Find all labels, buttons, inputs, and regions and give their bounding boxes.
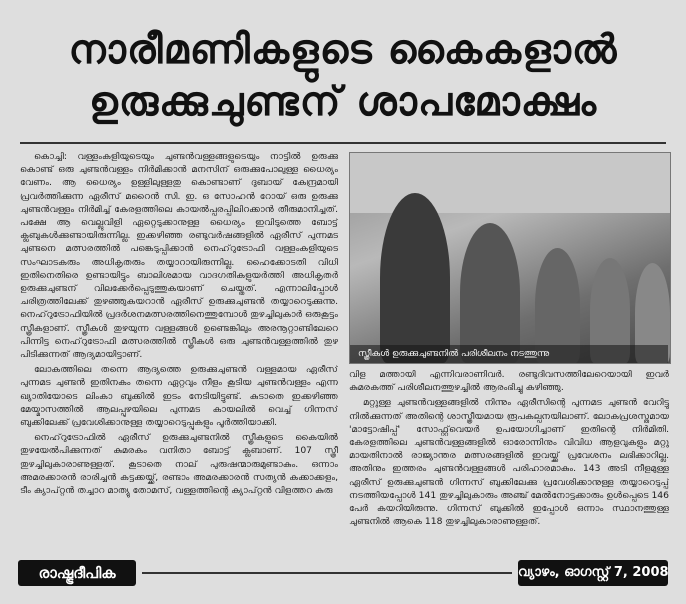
headline-line-1: നാരീമണികളുടെ കൈകളാൽ — [68, 27, 618, 73]
photo-caption: സ്ത്രീകൾ ഉരുക്കുചുണ്ടനിൽ പരിശീലനം നടത്തുന്നു — [350, 345, 668, 363]
article-paragraph: കൊച്ചി: വള്ളംകളിയുടെയും ചുണ്ടൻവള്ളങ്ങളുടെയും നാട്ടിൽ ഉരുക്കു കൊണ്ട് ഒരു ചുണ്ടൻവള്ളം നിർമിക്കാൻ മനസിന് ഒരുക്കുപോലുള്ള ധൈര്യം വേണം. ആ ധൈര്യം ഉള്ളിലുള്ളതു കൊണ്ടാണ് ദുബായ് കേന്ദ്രമായി പ്രവർത്തിക്കുന്ന ഏരീസ് മറൈൻ സി. ഇ. ഒ സോഹൻ റോയ് ഒരു ഉരുക്കു ചുണ്ടൻവള്ളം നിർമിച്ച് കേരളത്തിലെ കായൽപ്പരപ്പിലിറക്കാൻ തീരുമാനിച്ചത്. പക്ഷേ ആ വെല്ലുവിളി ഏറ്റെടുക്കാനുള്ള ധൈര്യം ഇവിടുത്തെ ബോട്ട് ക്ലബുകൾക്കുണ്ടായിരുന്നില്ല. ഇക്കഴിഞ്ഞ രണ്ടുവർഷങ്ങളിൽ ഏരീസ് പുന്നമട ചുണ്ടനെ മത്സരത്തിൽ പങ്കെടുപ്പിക്കാൻ നെഹ്‌റുട്രോഫി വള്ളംകളിയുടെ സംഘാടകരും അധികൃതരും തയ്യാറായിരുന്നില്ല. ഹൈക്കോടതി വിധി ഇതിനെതിരെ ഉണ്ടായിട്ടും ബാലിശമായ വാദഗതികളുയർത്തി അധികൃതർ ഉരുക്കുചുണ്ടന് വിലക്കേർപ്പെടുത്തുകയാണ് ചെയ്തത്. എന്നാലിപ്പോൾ ചരിത്രത്തിലേക്ക് തുഴഞ്ഞുകയറാൻ ഏരീസ് ഉരുക്കുചുണ്ടൻ തയ്യാറെടുക്കുന്നു. നെഹ്‌റുട്രോഫിയിൽ പ്രദർശനമത്സരത്തിനെത്തുമ്പോൾ തുഴച്ചിലുകാർ ഒരുകൂട്ടം സ്ത്രീകളാണ്. സ്ത്രീകൾ തുഴയുന്ന വള്ളങ്ങൾ ഉണ്ടെങ്കിലും അരനൂറ്റാണ്ടിലേറെ പിന്നിട്ട നെഹ്‌റുട്രോഫി മത്സരത്തിൽ സ്ത്രീകൾ ഒരു ചുണ്ടൻവള്ളത്തിൽ തുഴ പിടിക്കുന്നത് ആദ്യമായിട്ടാണ്. — [20, 151, 338, 361]
newspaper-masthead: രാഷ്ട്രദീപിക — [18, 560, 136, 586]
photo-figure — [460, 223, 520, 363]
article-paragraph: നെഹ്‌റുട്രോഫിൽ ഏരീസ് ഉരുക്കുചുണ്ടനിൽ സ്ത്രീകളുടെ കൈയിൽ തുഴയേൽപിക്കുന്നത് കുമരകം വനിതാ ബോട്ട് ക്ലബാണ്. 107 സ്ത്രീ തുഴച്ചിലുകാരാണുള്ളത്. കൂടാതെ നാല് പുരുഷന്മാരുമുണ്ടാകും. ഒന്നാം അമരക്കാരൻ രാരിച്ചൻ കട്ടക്കയ്ക്ക്, രണ്ടാം അമരക്കാരൻ സത്യൻ കക്കാക്കളം, ടീം ക്യാപ്റ്റൻ തച്ചാറ മാത്യു തോമസ്, വള്ളത്തിന്റെ ക്യാപ്റ്റൻ വിളത്തറ കുരു — [20, 432, 338, 497]
article-column-left — [20, 150, 338, 548]
publication-date: വ്യാഴം, ഓഗസ്റ്റ് 7, 2008 — [518, 560, 668, 586]
headline — [18, 24, 668, 128]
footer-rule — [142, 572, 512, 574]
article-paragraph: ലോകത്തിലെ തന്നെ ആദ്യത്തെ ഉരുക്കുചുണ്ടൻ വള്ളമായ ഏരീസ് പുന്നമട ചുണ്ടൻ ഇതിനകം തന്നെ ഏറ്റവും നീളം കൂടിയ ചുണ്ടൻവള്ളം എന്ന ഖ്യാതിയോടെ ലിംകാ ബുക്കിൽ ഇടം നേടിയിട്ടുണ്ട്. കുടാതെ ഇക്കഴിഞ്ഞ മേയ്മാസത്തിൽ ആലപ്പുഴയിലെ പുന്നമട കായലിൽ വെച്ച് ഗിന്നസ് ബുക്കിലേക്ക് പ്രവേശിക്കാനുള്ള തയ്യാറെടുപ്പുകളും പൂർത്തിയാക്കി. — [20, 364, 338, 429]
headline-line-2: ഉരുക്കുചുണ്ടന് ശാപമോക്ഷം — [89, 79, 597, 125]
article-paragraph: മറ്റുള്ള ചുണ്ടൻവള്ളങ്ങളിൽ നിന്നും ഏരീസിന്റെ പുന്നമട ചുണ്ടൻ വേറിട്ടു നിൽക്കുന്നത് അതിന്റെ ശാസ്ത്രീയമായ രൂപകല്പനയിലാണ്. ലോകപ്രശസ്തമായ 'മാട്ടോഷിപ്പ്' സോഫ്റ്റ്‌വെയർ ഉപയോഗിച്ചാണ് ഇതിന്റെ നിർമിതി. കേരളത്തിലെ ചുണ്ടൻവള്ളങ്ങളിൽ ഓരോന്നിനും വിവിധ ആളവുകളും മറ്റു മായതിനാൽ രാജ്യാന്തര മത്സരങ്ങളിൽ ഇവയ്ക്ക് പ്രവേശനം ലഭിക്കാറില്ല. അതിനും ഇത്തരം ചുണ്ടൻവള്ളങ്ങൾ പരിഹാരമാകും. 143 അടി നീളമുള്ള ഏരീസ് ഉരുക്കുചുണ്ടൻ ഗിന്നസ് ബുക്കിലേക്കു പ്രവേശിക്കാനുള്ള തയ്യാറെടുപ്പ് നടത്തിയപ്പോൾ 141 തുഴച്ചിലുകാരും അഞ്ച് മേൽനോട്ടക്കാരും ഉൾപ്പെടെ 146 പേർ കയറിയിരുന്നു. ഗിന്നസ് ബുക്കിൽ ഇപ്പോൾ ഒന്നാം സ്ഥാനത്തുള്ള ചുണ്ടനിൽ ആകെ 118 തുഴച്ചിലുകാരാണുള്ളത്. — [349, 397, 669, 528]
article-paragraph: വിള മത്തായി എന്നിവരാണിവർ. രണ്ടുദിവസത്തിലേറെയായി ഇവർ കുമരകത്ത് പരിശീലനത്തുഴച്ചിൽ ആരംഭിച്ചു കഴിഞ്ഞു. — [349, 369, 669, 394]
photo-figure — [380, 193, 450, 363]
article-column-right — [349, 368, 669, 548]
footer — [18, 560, 668, 586]
headline-rule — [20, 142, 666, 144]
article-photo — [349, 152, 671, 364]
